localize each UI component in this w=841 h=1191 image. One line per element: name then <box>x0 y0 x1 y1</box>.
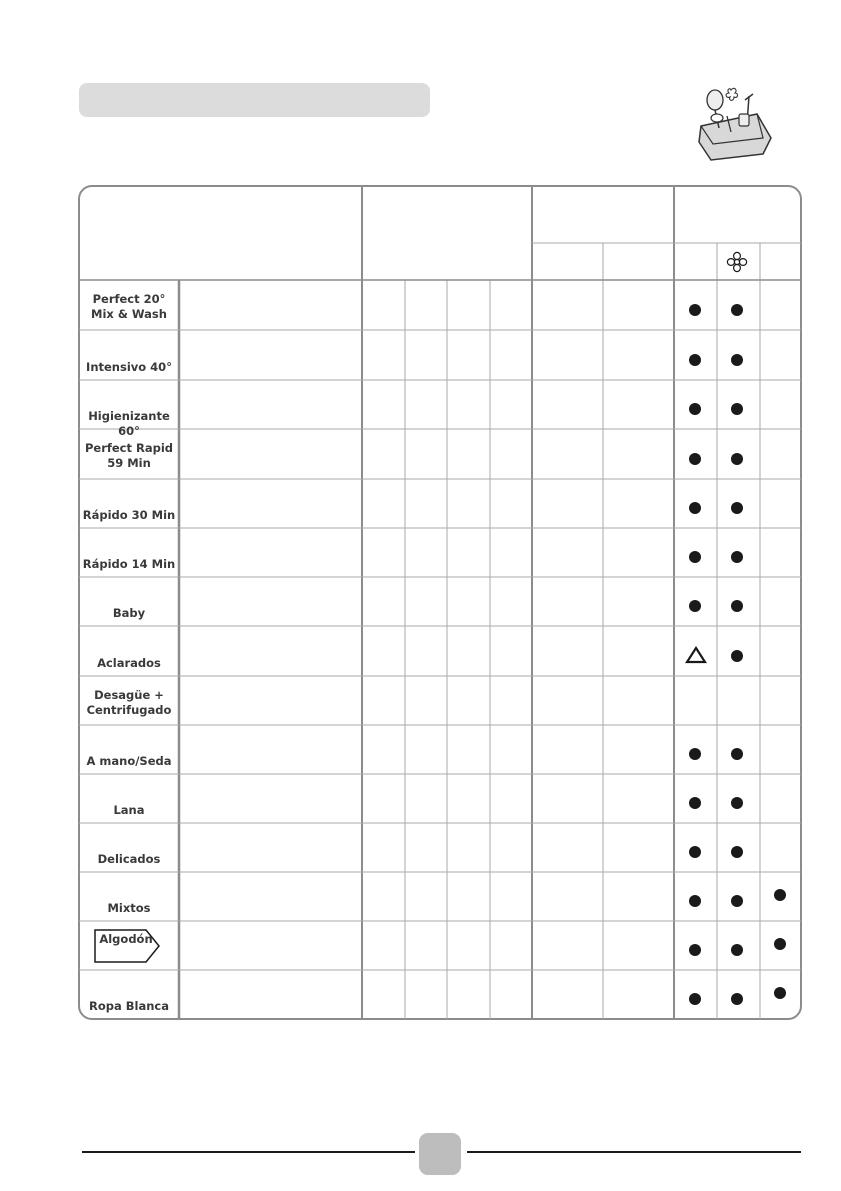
prewash-dot <box>689 797 701 809</box>
program-label: Desagüe + Centrifugado <box>86 688 172 717</box>
program-label: Algodón <box>99 932 153 946</box>
footer-rule-left <box>82 1151 415 1153</box>
softener-dot <box>731 600 743 612</box>
program-label: Higienizante 60° <box>88 409 170 438</box>
softener-dot <box>731 354 743 366</box>
extra-dot <box>774 987 786 999</box>
prewash-dot <box>689 846 701 858</box>
program-label: Perfect Rapid 59 Min <box>84 441 174 470</box>
prewash-dot <box>689 502 701 514</box>
flower-icon <box>726 251 748 273</box>
prewash-dot <box>689 944 701 956</box>
prewash-dot <box>689 551 701 563</box>
detergent-drawer-icon <box>693 84 775 166</box>
footer-rule-right <box>467 1151 801 1153</box>
triangle-warning-icon <box>685 646 707 664</box>
program-label: Intensivo 40° <box>86 360 172 374</box>
program-label: Mixtos <box>107 901 151 915</box>
softener-dot <box>731 453 743 465</box>
softener-dot <box>731 551 743 563</box>
program-label: Delicados <box>97 852 161 866</box>
program-label: Ropa Blanca <box>89 999 169 1013</box>
prewash-dot <box>689 600 701 612</box>
softener-dot <box>731 748 743 760</box>
prewash-dot <box>689 354 701 366</box>
extra-dot <box>774 938 786 950</box>
softener-dot <box>731 650 743 662</box>
section-title-bar <box>79 83 430 117</box>
program-label: Lana <box>113 803 145 817</box>
prewash-dot <box>689 993 701 1005</box>
softener-dot <box>731 944 743 956</box>
prewash-dot <box>689 403 701 415</box>
softener-dot <box>731 304 743 316</box>
prewash-dot <box>689 304 701 316</box>
softener-dot <box>731 846 743 858</box>
softener-dot <box>731 403 743 415</box>
softener-dot <box>731 895 743 907</box>
prewash-dot <box>689 453 701 465</box>
program-label: Rápido 30 Min <box>82 508 176 522</box>
program-label: Rápido 14 Min <box>82 557 176 571</box>
program-label: Aclarados <box>97 656 161 670</box>
program-label: Baby <box>112 606 146 620</box>
program-label: A mano/Seda <box>86 754 172 768</box>
softener-dot <box>731 993 743 1005</box>
prewash-dot <box>689 748 701 760</box>
extra-dot <box>774 889 786 901</box>
program-label: Perfect 20° Mix & Wash <box>91 292 167 321</box>
prewash-dot <box>689 895 701 907</box>
softener-dot <box>731 502 743 514</box>
page-number-badge <box>419 1133 461 1175</box>
softener-dot <box>731 797 743 809</box>
